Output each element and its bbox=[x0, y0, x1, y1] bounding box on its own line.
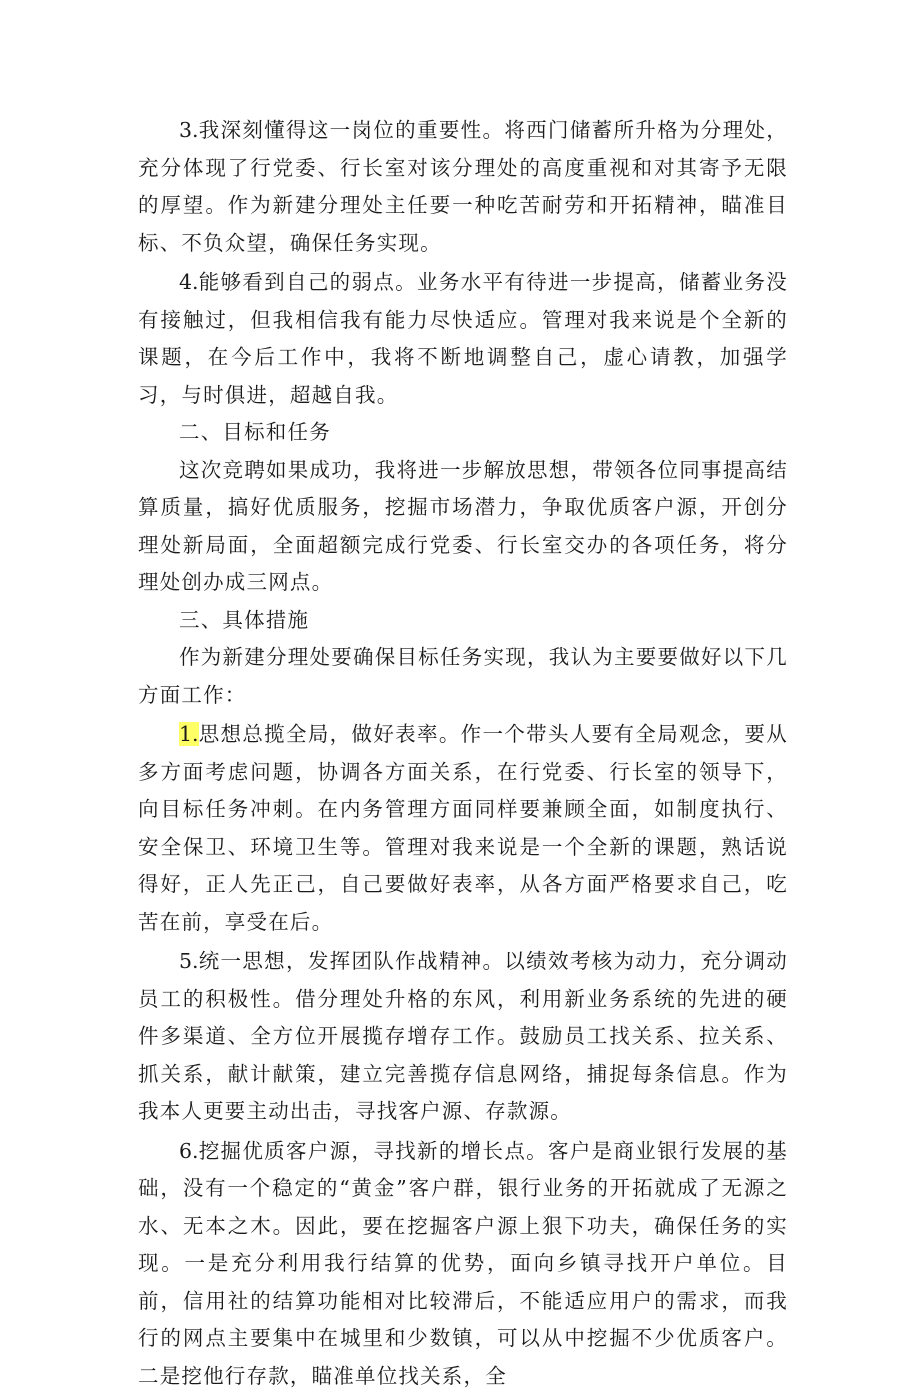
item-number: 3. bbox=[179, 118, 199, 142]
item-number: 5. bbox=[179, 949, 199, 973]
paragraph-text: 挖掘优质客户源，寻找新的增长点。客户是商业银行发展的基础，没有一个稳定的“黄金”客户群，银行业务的开拓就成了无源之水、无本之木。因此，要在挖掘客户源上狠下功夫，确保任务的实现。一是充分利用我行结算的优势，面向乡镇寻找开户单位。目前，信用社的结算功能相对比较滞后，不能适应用户的需求，而我行的网点主要集中在城里和少数镇，可以从中挖掘不少优质客户。二是挖他行存款，瞄准单位找关系，全 bbox=[138, 1139, 788, 1388]
paragraph-3 bbox=[138, 112, 788, 262]
paragraph-measure-5 bbox=[138, 943, 788, 1131]
item-number-highlighted: 1. bbox=[179, 722, 199, 746]
item-number: 4. bbox=[179, 270, 199, 294]
paragraph-text: 我深刻懂得这一岗位的重要性。将西门储蓄所升格为分理处，充分体现了行党委、行长室对该分理处的高度重视和对其寄予无限的厚望。作为新建分理处主任要一种吃苦耐劳和开拓精神，瞄准目标、不负众望，确保任务实现。 bbox=[138, 118, 788, 255]
paragraph-text: 思想总揽全局，做好表率。作一个带头人要有全局观念，要从多方面考虑问题，协调各方面关系，在行党委、行长室的领导下，向目标任务冲刺。在内务管理方面同样要兼顾全面，如制度执行、安全保卫、环境卫生等。管理对我来说是一个全新的课题，熟话说得好，正人先正己，自己要做好表率，从各方面严格要求自己，吃苦在前，享受在后。 bbox=[138, 722, 788, 934]
paragraph-measures-intro: 作为新建分理处要确保目标任务实现，我认为主要要做好以下几方面工作： bbox=[138, 639, 788, 714]
section-heading-goals: 二、目标和任务 bbox=[138, 414, 788, 452]
document-body bbox=[138, 112, 788, 1395]
paragraph-measure-1 bbox=[138, 716, 788, 941]
item-number: 6. bbox=[179, 1139, 199, 1163]
paragraph-text: 能够看到自己的弱点。业务水平有待进一步提高，储蓄业务没有接触过，但我相信我有能力尽快适应。管理对我来说是个全新的课题，在今后工作中，我将不断地调整自己，虚心请教，加强学习，与时俱进，超越自我。 bbox=[138, 270, 788, 407]
section-heading-measures: 三、具体措施 bbox=[138, 602, 788, 640]
paragraph-goals: 这次竞聘如果成功，我将进一步解放思想，带领各位同事提高结算质量，搞好优质服务，挖掘市场潜力，争取优质客户源，开创分理处新局面，全面超额完成行党委、行长室交办的各项任务，将分理处创办成三网点。 bbox=[138, 452, 788, 602]
paragraph-text: 统一思想，发挥团队作战精神。以绩效考核为动力，充分调动员工的积极性。借分理处升格的东风，利用新业务系统的先进的硬件多渠道、全方位开展揽存增存工作。鼓励员工找关系、拉关系、抓关系，献计献策，建立完善揽存信息网络，捕捉每条信息。作为我本人更要主动出击，寻找客户源、存款源。 bbox=[138, 949, 788, 1123]
paragraph-4 bbox=[138, 264, 788, 414]
paragraph-measure-6 bbox=[138, 1133, 788, 1395]
